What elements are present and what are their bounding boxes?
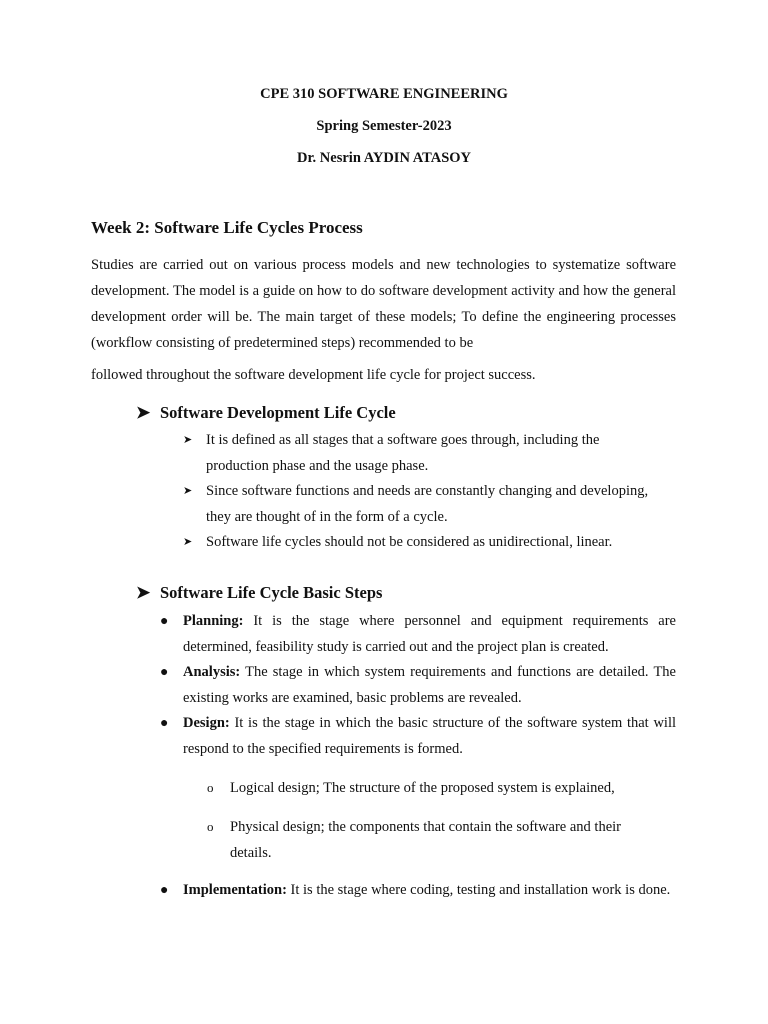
list-item (183, 530, 653, 556)
small-arrow-bullet-icon: ➤ (183, 434, 193, 446)
design-subitem (207, 814, 657, 866)
step-label: Implementation: (183, 882, 287, 898)
arrow-bullet-icon: ➤ (136, 583, 151, 602)
basic-steps-list (157, 609, 676, 762)
intro-text-last: followed throughout the software development life cycle for project success. (91, 367, 536, 383)
dot-bullet-icon: ● (160, 614, 169, 629)
step-text: It is the stage where coding, testing and installation work is done. (286, 882, 671, 898)
step-label: Planning: (183, 613, 244, 629)
step-planning (157, 609, 676, 660)
arrow-bullet-icon: ➤ (136, 403, 151, 422)
step-text: The stage in which system requirements and functions are detailed. The existing works are examined, basic problems are revealed. (183, 664, 676, 706)
step-label: Design: (183, 715, 230, 731)
step-analysis (157, 660, 676, 711)
basic-steps-list-continued (157, 878, 676, 904)
semester-label: Spring Semester-2023 (316, 118, 452, 134)
dot-bullet-icon: ● (160, 883, 169, 898)
step-text: It is the stage in which the basic structure of the software system that will respond to the specified requirements is formed. (183, 715, 676, 757)
intro-text: Studies are carried out on various process models and new technologies to systematize software development. The model is a guide on how to do software development activity and how the general development order will be. The main target of these models; To define the engineering processes (workflow consisting of predetermined steps) recommended to be (91, 257, 676, 351)
list-item (183, 428, 653, 479)
list-item-text: Software life cycles should not be considered as unidirectional, linear. (206, 534, 613, 550)
step-text: It is the stage where personnel and equipment requirements are determined, feasibility study is carried out and the project plan is created. (183, 613, 676, 655)
dot-bullet-icon: ● (160, 665, 169, 680)
circle-bullet-icon: o (207, 780, 214, 795)
circle-bullet-icon: o (207, 819, 214, 834)
design-subitem (207, 775, 657, 801)
section-heading-label: Software Life Cycle Basic Steps (160, 583, 383, 602)
section-heading-sdlc (136, 403, 396, 423)
list-item-text: It is defined as all stages that a software goes through, including the production phase and the usage phase. (206, 432, 600, 474)
subitem-text: Physical design; the components that contain the software and their details. (230, 819, 621, 861)
step-label: Analysis: (183, 664, 241, 680)
section-heading-label: Software Development Life Cycle (160, 403, 396, 422)
intro-paragraph (91, 252, 676, 390)
instructor-name: Dr. Nesrin AYDIN ATASOY (296, 150, 472, 166)
week-title: Week 2: Software Life Cycles Process (91, 218, 363, 237)
dot-bullet-icon: ● (160, 716, 169, 731)
step-design (157, 711, 676, 762)
list-item-text: Since software functions and needs are constantly changing and developing, they are thought of in the form of a cycle. (206, 483, 649, 525)
small-arrow-bullet-icon: ➤ (183, 536, 193, 548)
sdlc-list (183, 428, 653, 556)
section-heading-basic-steps (136, 583, 382, 603)
step-implementation (157, 878, 676, 904)
subitem-text: Logical design; The structure of the proposed system is explained, (230, 780, 615, 796)
small-arrow-bullet-icon: ➤ (183, 485, 193, 497)
course-title: CPE 310 SOFTWARE ENGINEERING (260, 86, 508, 102)
list-item (183, 479, 653, 530)
